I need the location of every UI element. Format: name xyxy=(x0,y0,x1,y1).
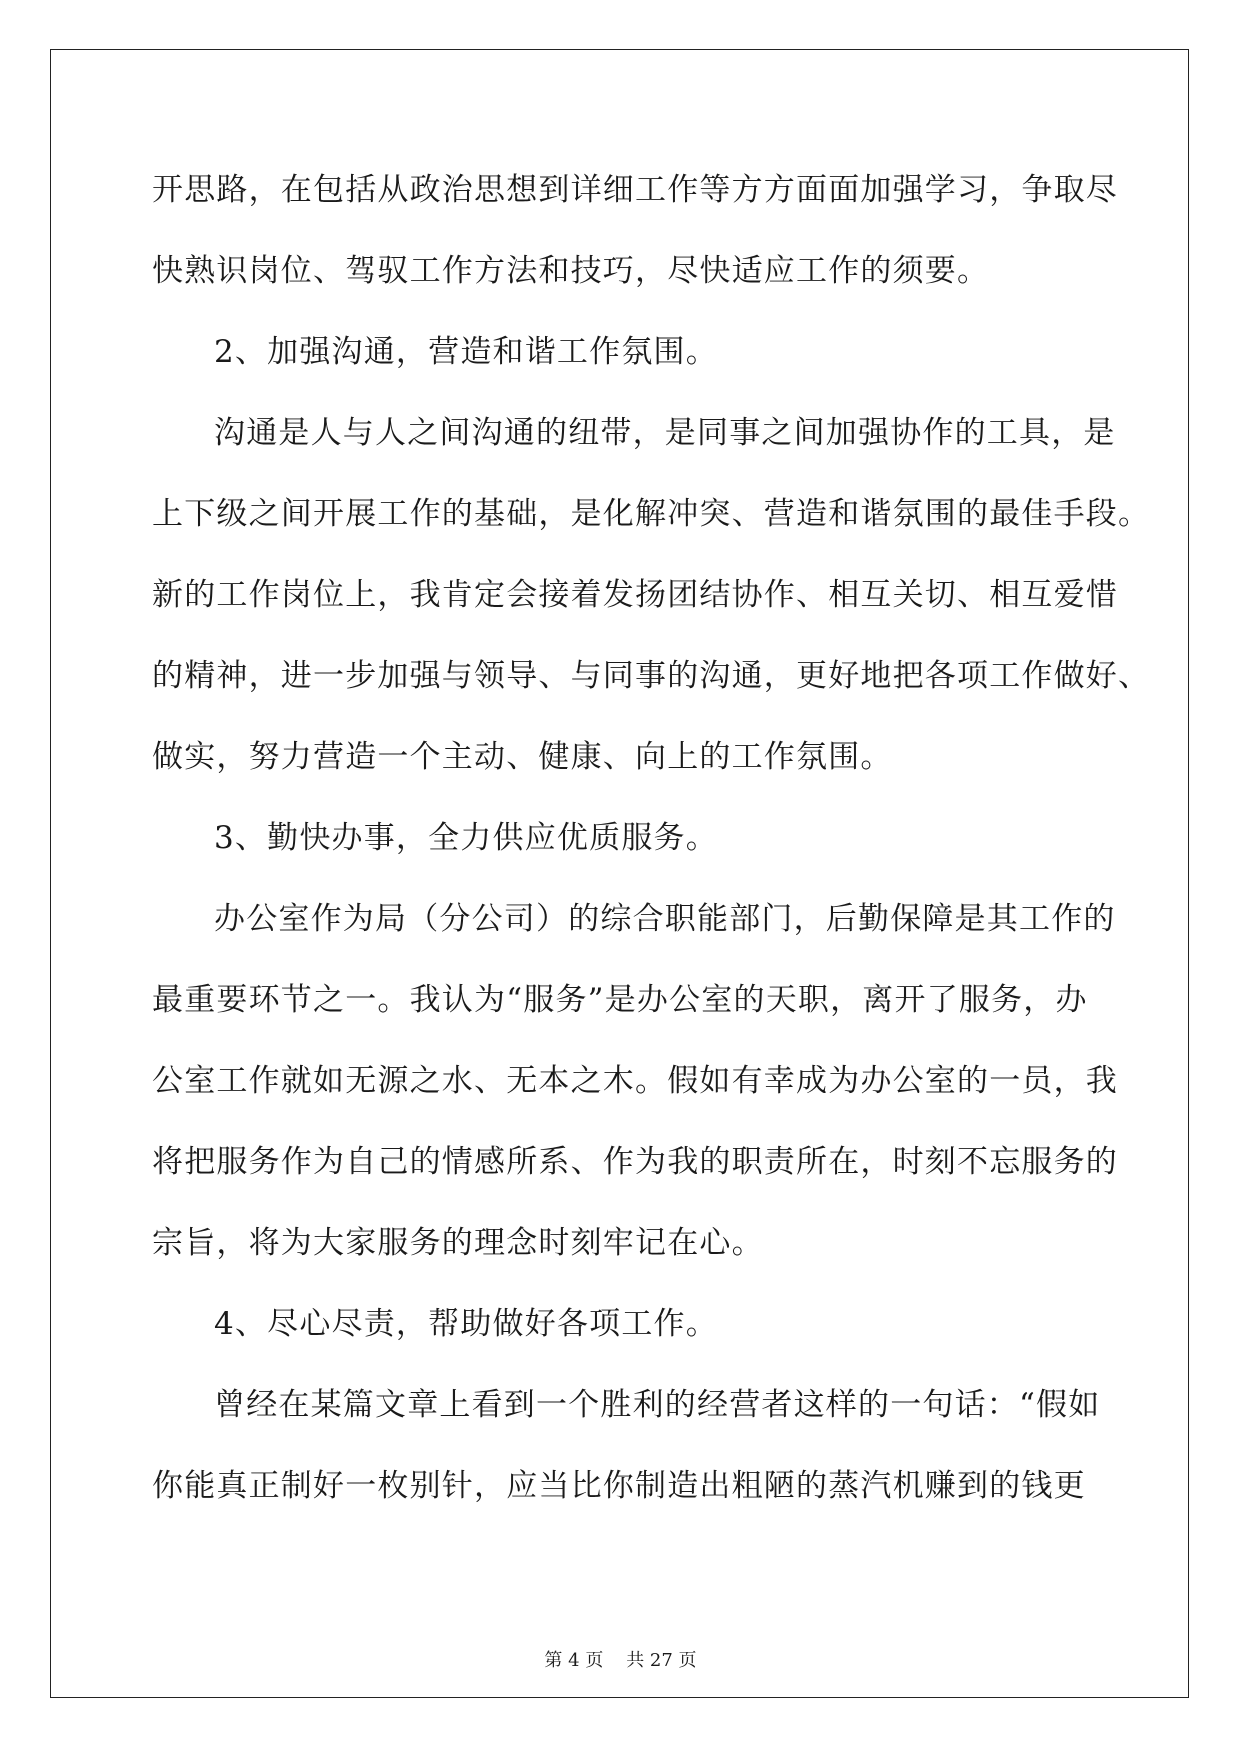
text-line: 做实，努力营造一个主动、健康、向上的工作氛围。 xyxy=(152,739,893,775)
text-line: 办公室作为局（分公司）的综合职能部门，后勤保障是其工作的 xyxy=(214,901,1116,937)
text-line: 快熟识岗位、驾驭工作方法和技巧，尽快适应工作的须要。 xyxy=(152,253,990,289)
text-line: 最重要环节之一。我认为“服务”是办公室的天职，离开了服务，办 xyxy=(152,982,1088,1018)
text-line: 宗旨，将为大家服务的理念时刻牢记在心。 xyxy=(152,1225,764,1261)
document-body xyxy=(152,157,1151,1534)
section-heading: 3、勤快办事，全力供应优质服务。 xyxy=(214,820,718,856)
text-line: 的精神，进一步加强与领导、与同事的沟通，更好地把各项工作做好、 xyxy=(152,658,1151,694)
text-line: 开思路，在包括从政治思想到详细工作等方方面面加强学习，争取尽 xyxy=(152,172,1118,208)
text-line: 新的工作岗位上，我肯定会接着发扬团结协作、相互关切、相互爱惜 xyxy=(152,577,1118,613)
text-line: 将把服务作为自己的情感所系、作为我的职责所在，时刻不忘服务的 xyxy=(152,1144,1118,1180)
text-line: 公室工作就如无源之水、无本之木。假如有幸成为办公室的一员，我 xyxy=(152,1063,1118,1099)
page-number-footer: 第 4 页 共 27 页 xyxy=(544,1650,697,1671)
text-line: 上下级之间开展工作的基础，是化解冲突、营造和谐氛围的最佳手段。 xyxy=(152,496,1151,532)
section-heading: 2、加强沟通，营造和谐工作氛围。 xyxy=(214,334,718,370)
text-line: 曾经在某篇文章上看到一个胜利的经营者这样的一句话：“假如 xyxy=(214,1387,1101,1423)
section-heading: 4、尽心尽责，帮助做好各项工作。 xyxy=(214,1306,718,1342)
text-line: 你能真正制好一枚别针，应当比你制造出粗陋的蒸汽机赚到的钱更 xyxy=(152,1468,1086,1504)
text-line: 沟通是人与人之间沟通的纽带，是同事之间加强协作的工具，是 xyxy=(214,415,1116,451)
